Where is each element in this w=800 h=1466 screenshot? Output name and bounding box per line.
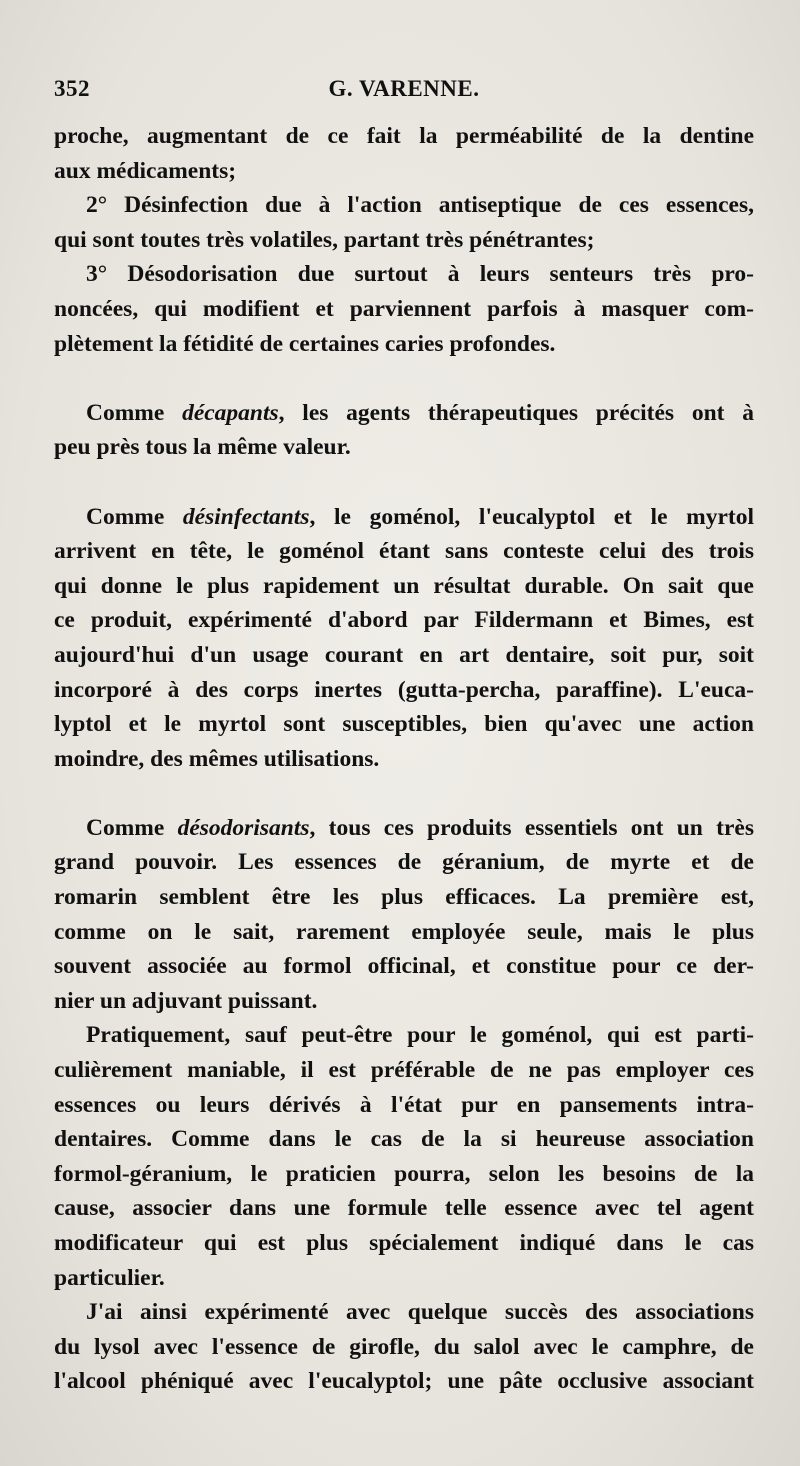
text-line: particulier. [54, 1264, 165, 1291]
paragraph-gap [54, 465, 754, 500]
text-line: noncées, qui modifient et parviennent parfois à masquer com- [54, 295, 754, 322]
line-text: , le goménol, l'eucalyptol et le myrtol [309, 503, 754, 530]
text-line: cause, associer dans une formule telle essence avec tel agent [54, 1195, 754, 1222]
text-line: ce produit, expérimenté d'abord par Fildermann et Bimes, est [54, 607, 754, 634]
lead-word: Comme [86, 399, 183, 426]
text-line: souvent associée au formol officinal, et constitue pour ce der- [54, 953, 754, 980]
text-line: dentaires. Comme dans le cas de la si heureuse association [54, 1126, 754, 1153]
text-line: du lysol avec l'essence de girofle, du salol avec le camphre, de [54, 1333, 754, 1360]
text-line: formol-géranium, le praticien pourra, selon les besoins de la [54, 1160, 754, 1187]
paragraph [54, 1295, 754, 1399]
paragraph [54, 811, 754, 1019]
text-line: grand pouvoir. Les essences de géranium, de myrte et de [54, 849, 754, 876]
line-text: , les agents thérapeutiques précités ont à [278, 399, 754, 426]
paragraph [54, 188, 754, 257]
text-line [54, 396, 754, 431]
paragraph [54, 500, 754, 777]
text-line: peu près tous la même valeur. [54, 434, 351, 461]
text-line: lyptol et le myrtol sont susceptibles, bien qu'avec une action [54, 711, 754, 738]
text-line: arrivent en tête, le goménol étant sans conteste celui des trois [54, 538, 754, 565]
text-line [54, 500, 754, 535]
text-line: 2° Désinfection due à l'action antiseptique de ces essences, [86, 192, 754, 219]
text-line: nier un adjuvant puissant. [54, 987, 318, 1014]
page-header [54, 76, 754, 106]
text-line: aux médicaments; [54, 157, 237, 184]
italic-term: décapants [182, 399, 279, 426]
text-line: comme on le sait, rarement employée seule, mais le plus [54, 918, 754, 945]
paragraph [54, 396, 754, 465]
page-number: 352 [54, 76, 90, 101]
text-line: romarin semblent être les plus efficaces. La première est, [54, 884, 754, 911]
text-line: incorporé à des corps inertes (gutta-percha, paraffine). L'euca- [54, 676, 754, 703]
paragraph-gap [54, 361, 754, 396]
text-line [54, 811, 754, 846]
text-line: essences ou leurs dérivés à l'état pur en pansements intra- [54, 1091, 754, 1118]
text-line: qui donne le plus rapidement un résultat durable. On sait que [54, 572, 754, 599]
paragraph-gap [54, 776, 754, 811]
running-head: G. VARENNE. [328, 76, 480, 101]
line-text: , tous ces produits essentiels ont un très [309, 814, 754, 841]
lead-word: Comme [86, 814, 178, 841]
text-line: plètement la fétidité de certaines caries profondes. [54, 330, 556, 357]
text-line: proche, augmentant de ce fait la perméabilité de la dentine [54, 123, 754, 149]
text-line: l'alcool phéniqué avec l'eucalyptol; une pâte occlusive associant [54, 1368, 754, 1395]
body-text [54, 119, 754, 1399]
italic-term: désodorisants [177, 814, 310, 841]
text-line: J'ai ainsi expérimenté avec quelque succès des associations [86, 1299, 754, 1326]
text-line: modificateur qui est plus spécialement indiqué dans le cas [54, 1230, 754, 1256]
text-line: moindre, des mêmes utilisations. [54, 745, 380, 772]
paragraph [54, 257, 754, 361]
text-line: culièrement maniable, il est préférable de ne pas employer ces [54, 1057, 754, 1084]
paragraph [54, 119, 754, 188]
text-line: qui sont toutes très volatiles, partant très pénétrantes; [54, 226, 595, 253]
text-line: Pratiquement, sauf peut-être pour le goménol, qui est parti- [86, 1022, 754, 1049]
text-line: aujourd'hui d'un usage courant en art dentaire, soit pur, soit [54, 641, 754, 668]
paragraph [54, 1018, 754, 1295]
lead-word: Comme [86, 503, 183, 530]
italic-term: désinfectants [182, 503, 310, 530]
text-line: 3° Désodorisation due surtout à leurs senteurs très pro- [86, 261, 754, 288]
